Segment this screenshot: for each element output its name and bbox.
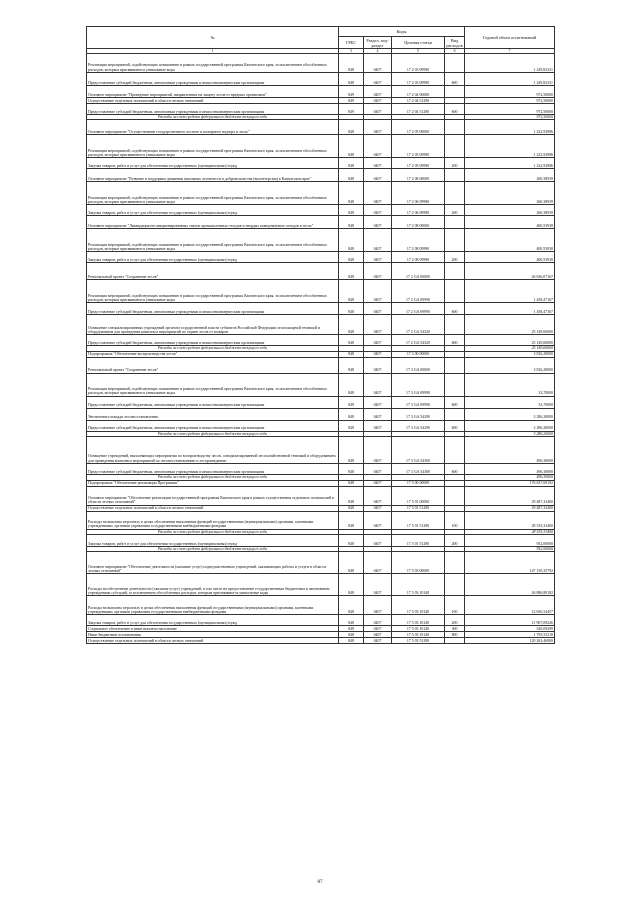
row-razdel: 0407: [364, 420, 392, 431]
row-grbs: 848: [339, 351, 364, 357]
header-grbs: ГРБС: [339, 37, 364, 49]
row-amount: 1 458,47167: [465, 303, 555, 315]
table-row: [87, 120, 555, 135]
row-name: Увеличение площади лесовосстановления: [87, 408, 339, 420]
row-target-article: 17 5 03 10140: [392, 596, 445, 615]
row-target-article: 17 3 GA 09990: [392, 396, 445, 408]
row-expense-type: 200: [445, 158, 465, 169]
table-row: [87, 229, 555, 252]
row-name: Реализация мероприятий, содействующих повышению в рамках государственной программы Камчатского края, за исключением обособленных расходов, которым присваиваются уникальные коды: [87, 135, 339, 158]
row-expense-type: [445, 86, 465, 98]
table-row: [87, 437, 555, 464]
row-name: Основное мероприятие "Осуществление государственного лесного и пожарного надзора в лесах": [87, 120, 339, 135]
row-name: Предоставление субсидий бюджетным, автономным учреждениям и иным некоммерческим организациям: [87, 464, 339, 475]
row-target-article: 17 5 03 10140: [392, 632, 445, 638]
row-target-article: 17 5 03 10140: [392, 626, 445, 632]
row-grbs: 848: [339, 229, 364, 252]
row-razdel: 0407: [364, 408, 392, 420]
row-razdel: 0407: [364, 373, 392, 396]
table-row: [87, 535, 555, 547]
row-target-article: 17 3 GA 54290: [392, 408, 445, 420]
row-target-article: 17 5 03 10140: [392, 615, 445, 626]
row-target-article: 17 5 03 10140: [392, 574, 445, 596]
row-expense-type: 600: [445, 303, 465, 315]
row-name: Реализация мероприятий, содействующих повышению в рамках государственной программы Камчатского края, за исключением обособленных расходов, которым присваиваются уникальные коды: [87, 280, 339, 303]
row-razdel: 0407: [364, 104, 392, 115]
row-amount: 11 907,09226: [465, 615, 555, 626]
row-expense-type: [445, 54, 465, 73]
row-amount: 28 535,33400: [465, 511, 555, 529]
table-row: [87, 420, 555, 431]
row-grbs: 848: [339, 615, 364, 626]
row-expense-type: 100: [445, 511, 465, 529]
row-target-article: 17 2 08 09990: [392, 229, 445, 252]
row-expense-type: [445, 315, 465, 335]
row-name: Закупка товаров, работ и услуг для обеспечения государственных (муниципальных) нужд: [87, 615, 339, 626]
row-expense-type: [445, 280, 465, 303]
row-expense-type: 800: [445, 632, 465, 638]
row-razdel: 0407: [364, 396, 392, 408]
row-name: Реализация мероприятий, содействующих повышению в рамках государственной программы Камчатского края, за исключением обособленных расходов, которым присваиваются уникальные коды: [87, 54, 339, 73]
row-target-article: 17 2 GA 54320: [392, 335, 445, 346]
row-amount: 3 286,20000: [465, 431, 555, 436]
header-cs: Целевая статья: [392, 37, 445, 49]
row-target-article: 17 3 GA 00000: [392, 357, 445, 373]
row-target-article: 17 5 03 00000: [392, 552, 445, 574]
row-grbs: 848: [339, 408, 364, 420]
row-name: Подпрограмма "Обеспечение реализации Программы": [87, 480, 339, 486]
row-razdel: 0407: [364, 480, 392, 486]
row-amount: 29 487,33400: [465, 505, 555, 511]
table-row: [87, 54, 555, 73]
row-expense-type: 600: [445, 104, 465, 115]
row-grbs: 849: [339, 98, 364, 104]
table-row: [87, 396, 555, 408]
row-razdel: 0407: [364, 574, 392, 596]
row-amount: 1 795,55218: [465, 632, 555, 638]
row-amount: 400,53938: [465, 216, 555, 229]
row-target-article: 17 2 06 00000: [392, 169, 445, 182]
row-amount: 147 150,35792: [465, 552, 555, 574]
row-amount: 1 458,47167: [465, 280, 555, 303]
row-grbs: 848: [339, 420, 364, 431]
row-grbs: 848: [339, 335, 364, 346]
table-row: [87, 205, 555, 216]
row-target-article: 17 3 GA 09990: [392, 373, 445, 396]
table-row: [87, 357, 555, 373]
row-expense-type: [445, 182, 465, 205]
row-grbs: 848: [339, 511, 364, 529]
row-name: Расходы на обеспечение деятельности (оказание услуг) учреждений, в том числе на предоставление государственным бюджетным и автономным учреждениям субсидий, за исключением обособленных расходов, которым присваиваются уникальные коды: [87, 574, 339, 596]
row-expense-type: 300: [445, 626, 465, 632]
row-razdel: 0407: [364, 486, 392, 505]
row-name: Реализация мероприятий, содействующих повышению в рамках государственной программы Камчатского края, за исключением обособленных расходов, которым присваиваются уникальные коды: [87, 373, 339, 396]
budget-table-sheet: [86, 26, 554, 644]
row-amount: 28 535,33400: [465, 529, 555, 534]
row-grbs: 848: [339, 158, 364, 169]
row-grbs: 848: [339, 73, 364, 86]
row-grbs: 848: [339, 280, 364, 303]
row-grbs: 848: [339, 205, 364, 216]
row-razdel: 0407: [364, 535, 392, 547]
table-row: [87, 135, 555, 158]
row-amount: 1 249,82331: [465, 54, 555, 73]
row-expense-type: [445, 638, 465, 644]
table-row: [87, 596, 555, 615]
row-grbs: 848: [339, 632, 364, 638]
row-amount: 33,70000: [465, 396, 555, 408]
row-name: Расходы на выплаты персоналу в целях обеспечения выполнения функций государственными (муниципальными) органами, казенными учреждениями, органами управления государственными внебюджетными фондами: [87, 596, 339, 615]
row-amount: 29 487,33400: [465, 486, 555, 505]
row-amount: 3 816,20000: [465, 351, 555, 357]
row-grbs: 848: [339, 169, 364, 182]
row-expense-type: 600: [445, 420, 465, 431]
row-grbs: 848: [339, 535, 364, 547]
row-grbs: 849: [339, 86, 364, 98]
row-grbs: 848: [339, 216, 364, 229]
row-name: Закупка товаров, работ и услуг для обеспечения государственных (муниципальных) нужд: [87, 205, 339, 216]
row-name: Закупка товаров, работ и услуг для обеспечения государственных (муниципальных) нужд: [87, 535, 339, 547]
row-target-article: 17 2 05 09990: [392, 158, 445, 169]
row-amount: 400,53938: [465, 229, 555, 252]
table-row: [87, 263, 555, 280]
row-expense-type: 600: [445, 335, 465, 346]
index-cell: 3: [339, 49, 364, 54]
row-amount: 26 636,07167: [465, 263, 555, 280]
table-row: [87, 552, 555, 574]
row-target-article: 17 2 GA 54320: [392, 315, 445, 335]
row-target-article: 17 2 04 00000: [392, 86, 445, 98]
row-expense-type: 100: [445, 596, 465, 615]
row-razdel: 0407: [364, 54, 392, 73]
table-row: [87, 335, 555, 346]
table-row: [87, 252, 555, 263]
row-target-article: 17 2 08 09990: [392, 252, 445, 263]
row-grbs: 849: [339, 104, 364, 115]
row-amount: 260,38939: [465, 169, 555, 182]
header-codes: Коды: [339, 27, 465, 37]
row-amount: 33,70000: [465, 373, 555, 396]
row-name: Региональный проект "Сохранение лесов": [87, 357, 339, 373]
row-amount: 12 656,54457: [465, 596, 555, 615]
table-row: [87, 638, 555, 644]
row-razdel: 0407: [364, 437, 392, 464]
row-amount: 120 263,46900: [465, 638, 555, 644]
table-row: [87, 464, 555, 475]
row-razdel: 0407: [364, 280, 392, 303]
row-expense-type: 200: [445, 252, 465, 263]
row-amount: 496,30000: [465, 437, 555, 464]
row-target-article: 17 3 00 00000: [392, 351, 445, 357]
row-grbs: 848: [339, 315, 364, 335]
row-name: Расходы за счет средств федерального бюджета текущего года: [87, 346, 339, 351]
row-razdel: 0407: [364, 182, 392, 205]
row-grbs: 848: [339, 596, 364, 615]
row-expense-type: 200: [445, 535, 465, 547]
row-name: Основное мероприятие "Ликвидация несанкционированных свалок промышленных отходов и твердых коммунальных отходов в лесах": [87, 216, 339, 229]
row-name: Основное мероприятие "Проведение мероприятий, направленных на защиту лесов от вредных организмов": [87, 86, 339, 98]
row-grbs: 848: [339, 252, 364, 263]
row-razdel: 0407: [364, 315, 392, 335]
row-amount: 1 222,92986: [465, 120, 555, 135]
row-razdel: 0407: [364, 464, 392, 475]
index-cell: 6: [445, 49, 465, 54]
table-row: [87, 182, 555, 205]
row-target-article: 17 2 04 51290: [392, 104, 445, 115]
row-expense-type: [445, 263, 465, 280]
row-amount: 260,38939: [465, 205, 555, 216]
row-amount: 952,00000: [465, 535, 555, 547]
row-amount: 972,50000: [465, 104, 555, 115]
row-grbs: 848: [339, 552, 364, 574]
table-row: [87, 303, 555, 315]
row-name: Расходы на выплаты персоналу в целях обеспечения выполнения функций государственными (муниципальными) органами, казенными учреждениями, органами управления государственными внебюджетными фондами: [87, 511, 339, 529]
row-target-article: 17 2 05 09990: [392, 135, 445, 158]
row-name: Основное мероприятие "Обеспечение реализации государственной программы Камчатского края в рамках осуществления отдельных полномочий в области лесных отношений": [87, 486, 339, 505]
row-target-article: 17 2 06 09990: [392, 182, 445, 205]
row-name: Основное мероприятие "Развитие и поддержка движения школьных лесничеств и добровольчества (волонтерства) в Камчатском крае": [87, 169, 339, 182]
row-expense-type: [445, 135, 465, 158]
table-row: [87, 574, 555, 596]
row-expense-type: [445, 357, 465, 373]
table-row: [87, 73, 555, 86]
header-num: №: [87, 27, 339, 49]
row-name: Реализация мероприятий, содействующих повышению в рамках государственной программы Камчатского края, за исключением обособленных расходов, которым присваиваются уникальные коды: [87, 229, 339, 252]
row-grbs: 848: [339, 263, 364, 280]
row-name: Основное мероприятие "Обеспечение деятельности (оказание услуг) подведомственных учреждений, оказывающих работы и услуги в области лесных отношений": [87, 552, 339, 574]
row-razdel: 0407: [364, 552, 392, 574]
row-target-article: 17 2 06 09990: [392, 205, 445, 216]
row-expense-type: 600: [445, 464, 465, 475]
row-name: Оснащение учреждений, выполняющих мероприятия по воспроизводству лесов, специализированной лесохозяйственной техникой и оборудованием для проведения комплекса мероприятий по лесовосстановлению и лесоразведению: [87, 437, 339, 464]
row-expense-type: [445, 574, 465, 596]
table-row: [87, 169, 555, 182]
row-target-article: 17 2 05 00000: [392, 120, 445, 135]
row-grbs: 848: [339, 396, 364, 408]
row-grbs: 848: [339, 303, 364, 315]
row-razdel: 0407: [364, 158, 392, 169]
row-name: Расходы за счет средств федерального бюджета текущего года: [87, 115, 339, 120]
row-name: Социальное обеспечение и иные выплаты населению: [87, 626, 339, 632]
row-grbs: 848: [339, 357, 364, 373]
row-name: Региональный проект "Сохранение лесов": [87, 263, 339, 280]
row-razdel: 0407: [364, 505, 392, 511]
table-row: [87, 216, 555, 229]
table-row: [87, 615, 555, 626]
row-target-article: 17 2 03 09990: [392, 73, 445, 86]
row-name: Подпрограмма "Обеспечение воспроизводства лесов": [87, 351, 339, 357]
row-amount: 1 249,82331: [465, 73, 555, 86]
row-target-article: 17 3 GA 54300: [392, 464, 445, 475]
row-name: Реализация мероприятий, содействующих повышению в рамках государственной программы Камчатского края, за исключением обособленных расходов, которым присваиваются уникальные коды: [87, 182, 339, 205]
row-target-article: 17 5 01 00000: [392, 486, 445, 505]
row-name: Предоставление субсидий бюджетным, автономным учреждениям и иным некоммерческим организациям: [87, 396, 339, 408]
row-razdel: 0407: [364, 351, 392, 357]
row-expense-type: 200: [445, 615, 465, 626]
table-row: [87, 315, 555, 335]
row-amount: 952,00000: [465, 547, 555, 552]
row-razdel: 0407: [364, 638, 392, 644]
row-amount: 25 149,60000: [465, 315, 555, 335]
row-razdel: 0407: [364, 511, 392, 529]
row-razdel: 0407: [364, 86, 392, 98]
row-target-article: 17 5 03 51290: [392, 638, 445, 644]
row-amount: 3 286,20000: [465, 408, 555, 420]
row-amount: 260,38939: [465, 182, 555, 205]
row-razdel: 0407: [364, 98, 392, 104]
row-expense-type: [445, 373, 465, 396]
row-target-article: 17 2 GA 09990: [392, 280, 445, 303]
row-expense-type: [445, 486, 465, 505]
row-razdel: 0407: [364, 135, 392, 158]
row-expense-type: [445, 169, 465, 182]
row-target-article: 17 3 GA 54290: [392, 420, 445, 431]
row-razdel: 0407: [364, 615, 392, 626]
row-name: Закупка товаров, работ и услуг для обеспечения государственных (муниципальных) нужд: [87, 252, 339, 263]
table-row: [87, 373, 555, 396]
row-razdel: 0407: [364, 626, 392, 632]
row-amount: 1 222,92986: [465, 135, 555, 158]
row-grbs: 848: [339, 135, 364, 158]
header-vr: Вид расходов: [446, 37, 463, 48]
row-name: Оснащение специализированных учреждений органов государственной власти субъектов Российской Федерации лесопожарной техникой и оборудованием для проведения комплекса мероприятий по охране лесов от пожаров: [87, 315, 339, 335]
row-name: Иные бюджетные ассигнования: [87, 632, 339, 638]
row-grbs: 848: [339, 574, 364, 596]
budget-table: [86, 26, 555, 644]
row-amount: 400,53938: [465, 252, 555, 263]
row-amount: 520,09299: [465, 626, 555, 632]
row-amount: 496,30000: [465, 475, 555, 480]
row-amount: 972,50000: [465, 98, 555, 104]
row-razdel: 0407: [364, 120, 392, 135]
row-target-article: 17 3 GA 54300: [392, 437, 445, 464]
row-razdel: 0407: [364, 216, 392, 229]
row-grbs: 848: [339, 480, 364, 486]
row-expense-type: [445, 216, 465, 229]
row-razdel: 0407: [364, 335, 392, 346]
row-razdel: 0407: [364, 169, 392, 182]
row-name: Предоставление субсидий бюджетным, автономным учреждениям и иным некоммерческим организациям: [87, 73, 339, 86]
table-row: [87, 511, 555, 529]
page-number: 87: [317, 880, 323, 885]
row-razdel: 0407: [364, 73, 392, 86]
row-grbs: 848: [339, 464, 364, 475]
row-grbs: 848: [339, 437, 364, 464]
row-razdel: 0407: [364, 303, 392, 315]
table-row: [87, 486, 555, 505]
row-amount: 496,30000: [465, 464, 555, 475]
row-name: Предоставление субсидий бюджетным, автономным учреждениям и иным некоммерческим организациям: [87, 420, 339, 431]
table-row: [87, 280, 555, 303]
header-volume: Годовой объем ассигнований: [465, 27, 555, 49]
table-row: [87, 86, 555, 98]
row-grbs: 848: [339, 120, 364, 135]
row-expense-type: [445, 408, 465, 420]
row-expense-type: [445, 229, 465, 252]
row-name: Предоставление субсидий бюджетным, автономным учреждениям и иным некоммерческим организациям: [87, 104, 339, 115]
row-target-article: 17 2 GA 00000: [392, 263, 445, 280]
index-cell: 7: [465, 49, 555, 54]
row-expense-type: [445, 437, 465, 464]
row-razdel: 0407: [364, 229, 392, 252]
table-row: [87, 104, 555, 115]
row-grbs: 848: [339, 505, 364, 511]
row-grbs: 848: [339, 626, 364, 632]
row-name: Осуществление отдельных полномочий в области лесных отношений: [87, 98, 339, 104]
row-expense-type: 600: [445, 396, 465, 408]
row-razdel: 0407: [364, 263, 392, 280]
index-cell: 5: [392, 49, 445, 54]
row-razdel: 0407: [364, 596, 392, 615]
row-expense-type: 600: [445, 73, 465, 86]
row-target-article: 17 2 04 51290: [392, 98, 445, 104]
row-name: Осуществление отдельных полномочий в области лесных отношений: [87, 638, 339, 644]
row-razdel: 0407: [364, 632, 392, 638]
row-target-article: 17 5 00 00000: [392, 480, 445, 486]
row-name: Расходы за счет средств федерального бюджета текущего года: [87, 547, 339, 552]
row-name: Расходы за счет средств федерального бюджета текущего года: [87, 475, 339, 480]
row-expense-type: 200: [445, 205, 465, 216]
row-grbs: 848: [339, 486, 364, 505]
row-grbs: 848: [339, 373, 364, 396]
row-razdel: 0407: [364, 205, 392, 216]
header-razdel: Раздел, под-раздел: [364, 37, 392, 49]
row-amount: 3 816,20000: [465, 357, 555, 373]
row-target-article: 17 5 01 51290: [392, 535, 445, 547]
table-row: [87, 408, 555, 420]
row-target-article: 17 2 GA 09990: [392, 303, 445, 315]
row-name: Предоставление субсидий бюджетным, автономным учреждениям и иным некоммерческим организациям: [87, 335, 339, 346]
row-target-article: 17 2 08 00000: [392, 216, 445, 229]
row-grbs: 848: [339, 54, 364, 73]
row-name: Расходы за счет средств федерального бюджета текущего года: [87, 431, 339, 436]
row-razdel: 0407: [364, 357, 392, 373]
row-amount: 26 886,88182: [465, 574, 555, 596]
row-name: Расходы за счет средств федерального бюджета текущего года: [87, 529, 339, 534]
index-cell: 1: [87, 49, 339, 54]
row-amount: 1 222,92986: [465, 158, 555, 169]
row-grbs: 848: [339, 638, 364, 644]
row-amount: 972,50000: [465, 86, 555, 98]
row-name: Предоставление субсидий бюджетным, автономным учреждениям и иным некоммерческим организациям: [87, 303, 339, 315]
row-grbs: 848: [339, 182, 364, 205]
row-target-article: 17 5 01 51290: [392, 511, 445, 529]
row-amount: 972,50000: [465, 115, 555, 120]
row-name: Осуществление отдельных полномочий в области лесных отношений: [87, 505, 339, 511]
row-amount: 25 149,60000: [465, 346, 555, 351]
row-amount: 25 149,60000: [465, 335, 555, 346]
row-name: Закупка товаров, работ и услуг для обеспечения государственных (муниципальных) нужд: [87, 158, 339, 169]
row-target-article: 17 5 01 51290: [392, 505, 445, 511]
row-razdel: 0407: [364, 252, 392, 263]
index-cell: 4: [364, 49, 392, 54]
row-expense-type: [445, 552, 465, 574]
row-amount: 3 286,20000: [465, 420, 555, 431]
row-amount: 176 637,69192: [465, 480, 555, 486]
row-expense-type: [445, 120, 465, 135]
row-target-article: 17 2 03 09990: [392, 54, 445, 73]
table-row: [87, 158, 555, 169]
